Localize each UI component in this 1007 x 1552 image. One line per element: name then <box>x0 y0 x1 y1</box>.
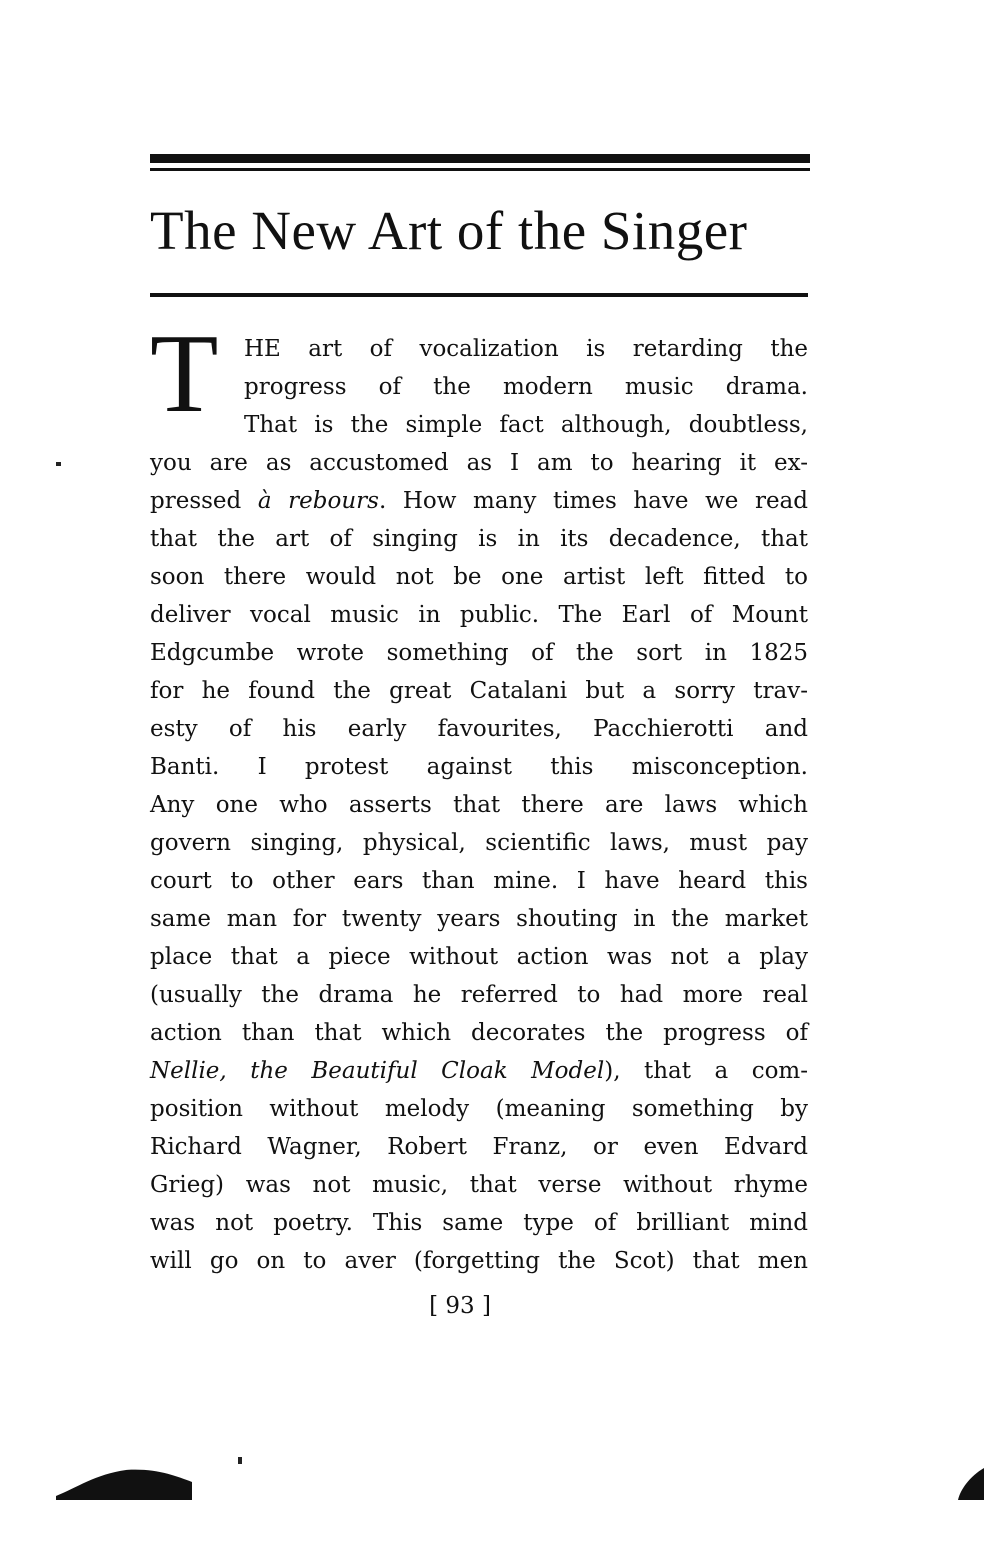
text-line: deliver vocal music in public. The Earl of Mount <box>150 602 808 628</box>
scan-speck <box>56 462 61 466</box>
text-line: Any one who asserts that there are laws which <box>150 792 808 818</box>
text-line <box>150 482 808 520</box>
text-fragment: pressed <box>150 488 258 514</box>
body-text <box>150 312 809 1280</box>
chapter-title: The New Art of the Singer <box>150 200 748 261</box>
text-line: Banti. I protest against this misconception. <box>150 754 808 780</box>
text-line: Edgcumbe wrote something of the sort in 1825 <box>150 640 808 666</box>
text-line: will go on to aver (forgetting the Scot) that men <box>150 1248 808 1274</box>
text-line: Grieg) was not music, that verse without rhyme <box>150 1172 808 1198</box>
text-line: you are as accustomed as I am to hearing it ex- <box>150 450 808 476</box>
text-line: (usually the drama he referred to had more real <box>150 982 808 1008</box>
text-line: for he found the great Catalani but a sorry trav- <box>150 678 808 704</box>
title-underline-rule <box>150 293 808 297</box>
text-line: govern singing, physical, scientific laws, must pay <box>150 830 808 856</box>
text-line: was not poetry. This same type of brilliant mind <box>150 1210 808 1236</box>
scan-speck <box>238 1457 242 1464</box>
text-line: that the art of singing is in its decadence, that <box>150 526 808 552</box>
italic-title: Nellie, the Beautiful Cloak Model <box>150 1058 605 1084</box>
text-line: court to other ears than mine. I have heard this <box>150 868 808 894</box>
scan-blot-left <box>56 1466 192 1500</box>
header-rule-thick <box>150 154 810 163</box>
text-line: same man for twenty years shouting in the market <box>150 906 808 932</box>
text-line: progress of the modern music drama. <box>244 374 808 400</box>
page-number: [ 93 ] <box>429 1293 491 1319</box>
text-line: Richard Wagner, Robert Franz, or even Edvard <box>150 1134 808 1160</box>
text-fragment: . How many times have we read <box>378 488 808 514</box>
text-line: That is the simple fact although, doubtless, <box>244 412 808 438</box>
italic-phrase: à rebours <box>257 488 379 514</box>
drop-cap: T <box>150 312 219 436</box>
header-rule-thin <box>150 168 810 171</box>
text-line <box>150 1052 808 1090</box>
text-fragment: ), that a com- <box>604 1058 809 1084</box>
text-line: action than that which decorates the progress of <box>150 1020 808 1046</box>
scan-blot-right <box>958 1468 984 1500</box>
text-line: position without melody (meaning something by <box>150 1096 808 1122</box>
text-line: HE art of vocalization is retarding the <box>244 336 808 362</box>
text-line: soon there would not be one artist left fitted to <box>150 564 808 590</box>
text-line: place that a piece without action was not a play <box>150 944 808 970</box>
text-line: esty of his early favourites, Pacchierotti and <box>150 716 808 742</box>
